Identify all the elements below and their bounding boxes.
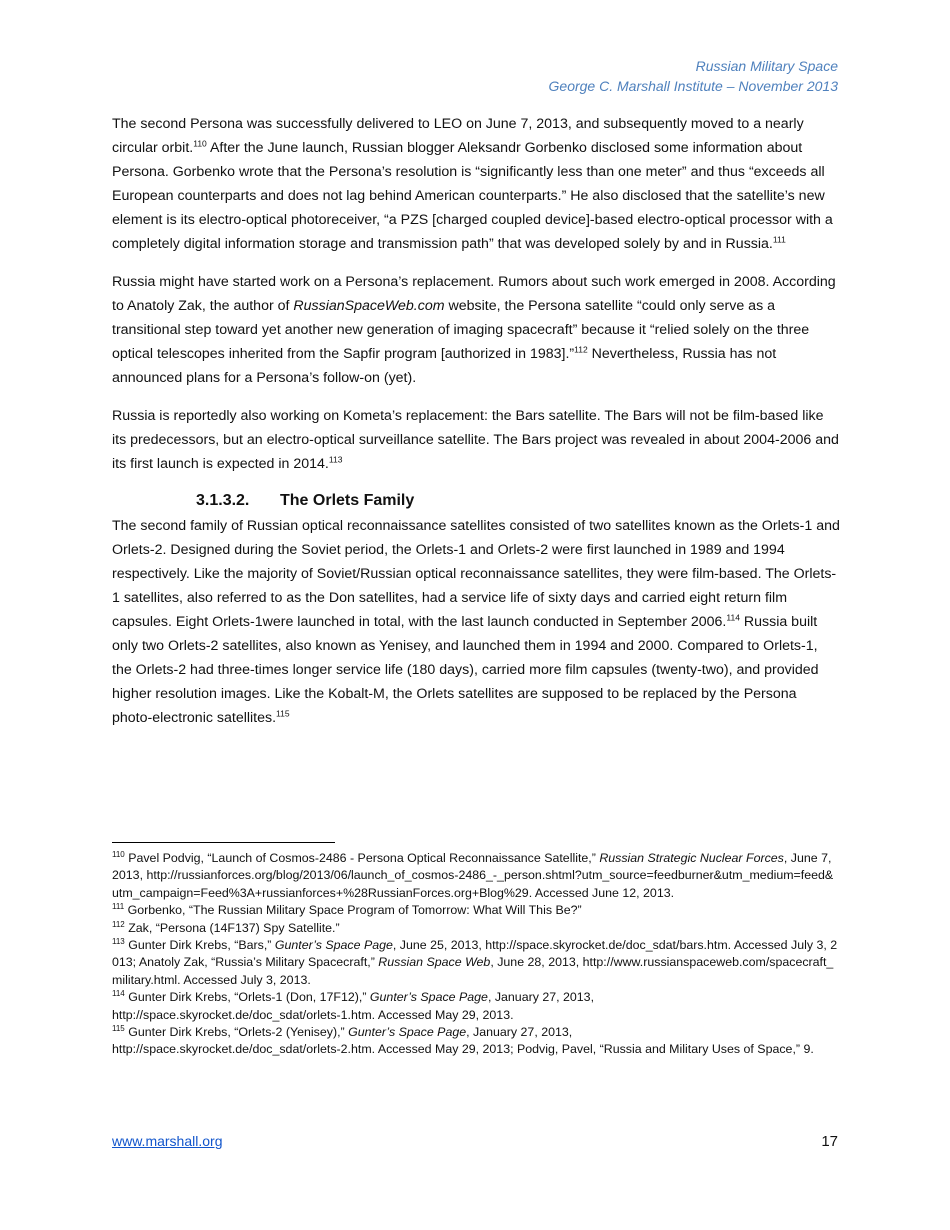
main-text: [112, 112, 840, 744]
footnote-ref-111[interactable]: 111: [772, 234, 786, 245]
footnote-115: $^{115}$ Gunter Dirk Krebs, “Orlets-2 (Yenisey),” Gunter’s Space Page, January 27, 2013, http://space.skyrocket.de/doc_sdat/orlets-2.htm. Accessed May 29, 2013; Podvig, Pavel, “Russia and Military Uses of Space,” 9.: [112, 1023, 814, 1057]
footnote-113: $^{113}$ Gunter Dirk Krebs, “Bars,” Gunter’s Space Page, June 25, 2013, http://space.skyrocket.de/doc_sdat/bars.htm. Accessed July 3, 2013; Anatoly Zak, “Russia’s Military Spacecraft,” Russian Space Web, June 28, 2013, http://www.russianspaceweb.com/spacecraft_military.html. Accessed July 3, 2013.: [112, 936, 838, 987]
header-title: Russian Military Space: [695, 58, 838, 74]
website-link[interactable]: www.marshall.org: [112, 1133, 223, 1149]
section-heading: [196, 490, 840, 512]
page-number: 17: [821, 1133, 838, 1150]
paragraph-persona-launch: The second Persona was successfully delivered to LEO on June 7, 2013, and subsequently moved to a nearly circular orbit.$^{110}$ After the June launch, Russian blogger Aleksandr Gorbenko disclosed some information about Persona. Gorbenko wrote that the Persona’s resolution is “significantly less than one meter” and thus “exceeds all European counterparts and does not lag behind American counterparts.” He also disclosed that the satellite’s new element is its electro-optical photoreceiver, “a PZS [charged coupled device]-based electro-optical processor with a completely digital information storage and transmission path” that was developed solely by and in Russia.$^{111}$: [112, 116, 833, 252]
footnote-ref-113[interactable]: 113: [328, 454, 343, 465]
header-subtitle: George C. Marshall Institute – November 2013: [548, 78, 838, 94]
section-number: 3.1.3.2.: [196, 492, 250, 509]
footnote-111: $^{111}$ Gorbenko, “The Russian Military Space Program of Tomorrow: What Will This Be?”: [112, 902, 582, 918]
footnotes: [112, 850, 840, 1059]
footnote-separator: [112, 842, 335, 843]
website-title: RussianSpaceWeb.com: [293, 298, 445, 314]
paragraph-orlets-family: The second family of Russian optical reconnaissance satellites consisted of two satellites known as the Orlets-1 and Orlets-2. Designed during the Soviet period, the Orlets-1 and Orlets-2 were first launched in 1989 and 1994 respectively. Like the majority of Soviet/Russian optical reconnaissance satellites, they were film-based. The Orlets-1 satellites, also referred to as the Don satellites, had a service life of sixty days and carried eight return film capsules. Eight Orlets-1were launched in total, with the last launch conducted in September 2006.$^{114}$ Russia built only two Orlets-2 satellites, also known as Yenisey, and launched them in 1994 and 2000. Compared to Orlets-1, the Orlets-2 had three-times longer service life (180 days), carried more film capsules (twenty-two), and provided higher resolution images. Like the Kobalt-M, the Orlets satellites are supposed to be replaced by the Persona photo-electronic satellites.$^{115}$: [112, 518, 840, 726]
paragraph-persona-replacement: Russia might have started work on a Persona’s replacement. Rumors about such work emerged in 2008. According to Anatoly Zak, the author of RussianSpaceWeb.com website, the Persona satellite “could only serve as a transitional step toward yet another new generation of imaging spacecraft” because it “relied solely on the three optical telescopes inherited from the Sapfir program [authorized in 1983].”$^{112}$ Nevertheless, Russia has not announced plans for a Persona’s follow-on (yet).: [112, 274, 836, 386]
section-title: The Orlets Family: [280, 492, 415, 509]
paragraph-bars-satellite: Russia is reportedly also working on Kometa’s replacement: the Bars satellite. The Bars will not be film-based like its predecessors, but an electro-optical surveillance satellite. The Bars project was revealed in about 2004-2006 and its first launch is expected in 2014.$^{113}$: [112, 408, 839, 472]
footnote-112: $^{112}$ Zak, “Persona (14F137) Spy Satellite.”: [112, 919, 340, 935]
footnote-ref-114[interactable]: 114: [726, 612, 740, 623]
footnote-114: $^{114}$ Gunter Dirk Krebs, “Orlets-1 (Don, 17F12),” Gunter’s Space Page, January 27, 2013, http://space.skyrocket.de/doc_sdat/orlets-1.htm. Accessed May 29, 2013.: [112, 989, 595, 1022]
running-header: [549, 56, 838, 96]
footnote-110: $^{110}$ Pavel Podvig, “Launch of Cosmos-2486 - Persona Optical Reconnaissance Satellite,” Russian Strategic Nuclear Forces, June 7, 2013, http://russianforces.org/blog/2013/06/launch_of_cosmos-2486_-_person.shtml?utm_source=feedburner&utm_medium=feed&utm_campaign=Feed%3A+russianforces+%28RussianForces.org+Blog%29. Accessed June 12, 2013.: [112, 849, 834, 900]
footnote-ref-115[interactable]: 115: [276, 708, 290, 719]
footnote-ref-110[interactable]: 110: [193, 138, 207, 149]
footnote-ref-112[interactable]: 112: [574, 344, 588, 355]
